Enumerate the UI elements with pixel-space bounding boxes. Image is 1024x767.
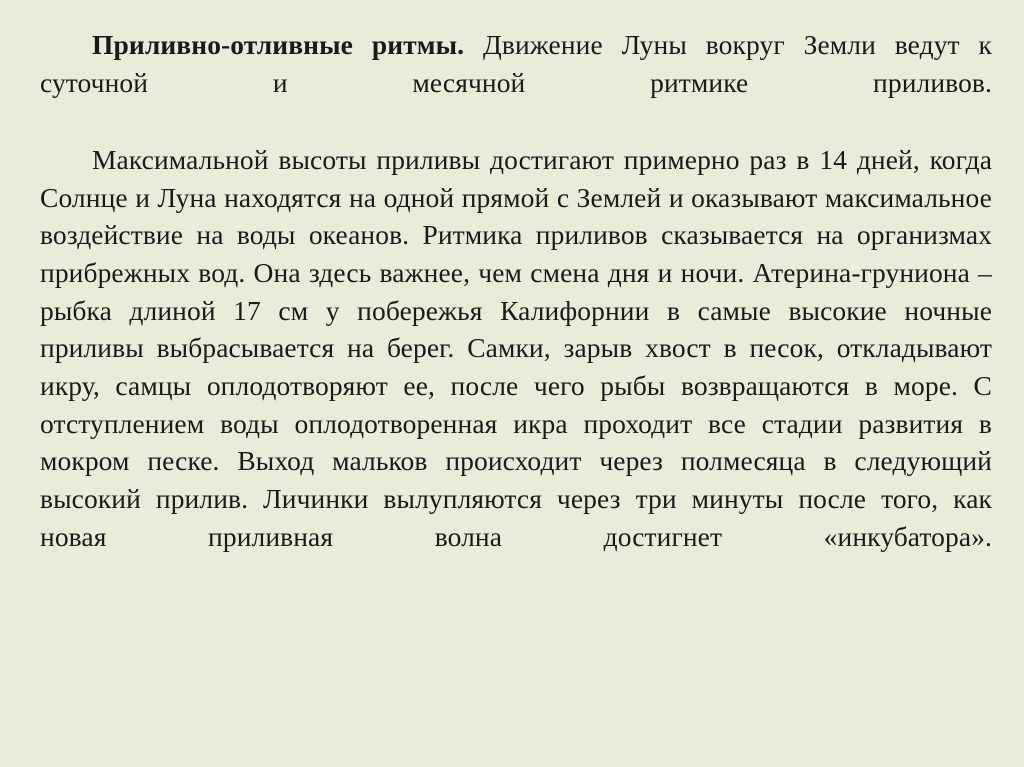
lead-term-tidal-rhythms: Приливно-отливные ритмы. — [92, 29, 465, 60]
paragraph-intro — [40, 26, 992, 139]
paragraph-intro-body: Движение Луны вокруг Земли ведут к суточной и месячной ритмике приливов. — [40, 29, 992, 98]
paragraph-details-body: Максимальной высоты приливы достигают примерно раз в 14 дней, когда Солнце и Луна находятся на одной прямой с Землей и оказывают максимальное воздействие на воды океанов. Ритмика приливов сказывается на организмах прибрежных вод. Она здесь важнее, чем смена дня и ночи. Атерина-груниона – рыбка длиной 17 см у побережья Калифорнии в самые высокие ночные приливы выбрасывается на берег. Самки, зарыв хвост в песок, откладывают икру, самцы оплодотворяют ее, после чего рыбы возвращаются в море. С отступлением воды оплодотворенная икра проходит все стадии развития в мокром песке. Выход мальков происходит через полмесяца в следующий высокий прилив. Личинки вылупляются через три минуты после того, как новая приливная волна достигнет «инкубатора». — [40, 144, 992, 552]
paragraph-details — [40, 141, 992, 593]
text-content-block — [40, 26, 992, 593]
